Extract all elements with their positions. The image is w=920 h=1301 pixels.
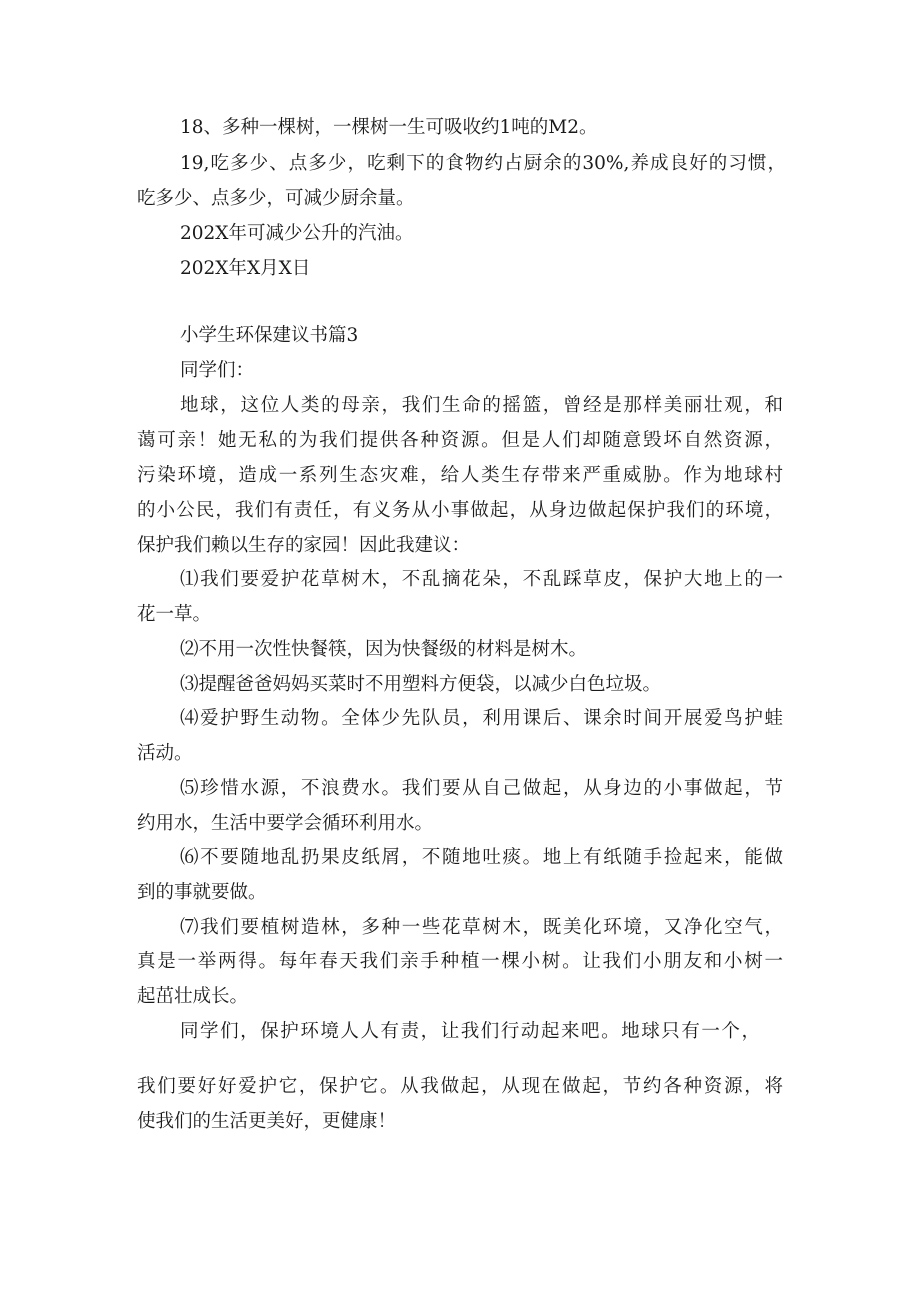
paragraph-line: 保护我们赖以生存的家园！因此我建议： — [137, 535, 471, 556]
list-item-5: ⑸珍惜水源，不浪费水。我们要从自己做起，从身边的小事做起，节 — [180, 778, 783, 799]
paragraph-line: 的小公民，我们有责任，有义务从小事做起，从身边做起保护我们的环境， — [137, 500, 783, 521]
list-item-6: ⑹不要随地乱扔果皮纸屑，不随地吐痰。地上有纸随手捡起来，能做 — [180, 847, 783, 868]
paragraph-line: 蔼可亲！她无私的为我们提供各种资源。但是人们却随意毁坏自然资源， — [137, 430, 783, 451]
salutation: 同学们： — [180, 360, 255, 381]
section-title: 小学生环保建议书篇3 — [180, 325, 359, 346]
paragraph-line: 花一草。 — [137, 604, 212, 625]
paragraph-line: 污染环境，造成一系列生态灾难，给人类生存带来严重威胁。作为地球村 — [137, 465, 783, 486]
list-item-2: ⑵不用一次性快餐筷，因为快餐级的材料是树木。 — [180, 639, 588, 660]
paragraph-line: 到的事就要做。 — [137, 882, 267, 903]
paragraph-line: 使我们的生活更美好，更健康！ — [137, 1111, 397, 1132]
date-line: 202X年X月X日 — [180, 258, 311, 279]
paragraph-line: 同学们，保护环境人人有责，让我们行动起来吧。地球只有一个， — [180, 1021, 760, 1042]
list-item-3: ⑶提醒爸爸妈妈买菜时不用塑料方便袋，以减少白色垃圾。 — [180, 674, 662, 695]
list-item-1: ⑴我们要爱护花草树木，不乱摘花朵，不乱踩草皮，保护大地上的一 — [180, 569, 783, 590]
paragraph-line: 真是一举两得。每年春天我们亲手种植一棵小树。让我们小朋友和小树一 — [137, 951, 783, 972]
paragraph-line: 约用水，生活中要学会循环利用水。 — [137, 813, 434, 834]
paragraph-line: 起茁壮成长。 — [137, 986, 249, 1007]
paragraph-line: 地球，这位人类的母亲，我们生命的摇篮，曾经是那样美丽壮观，和 — [180, 395, 783, 416]
paragraph-line: 吃多少、点多少，可减少厨余量。 — [137, 188, 415, 209]
paragraph-line: 19,吃多少、点多少，吃剩下的食物约占厨余的30%,养成良好的习惯， — [180, 153, 786, 174]
list-item-4: ⑷爱护野生动物。全体少先队员，利用课后、课余时间开展爱鸟护蛙 — [180, 708, 783, 729]
paragraph-line: 活动。 — [137, 743, 193, 764]
paragraph-line: 18、多种一棵树，一棵树一生可吸收约1吨的M2。 — [180, 117, 598, 138]
paragraph-line: 202X年可减少公升的汽油。 — [180, 223, 414, 244]
paragraph-line: 我们要好好爱护它，保护它。从我做起，从现在做起，节约各种资源，将 — [137, 1076, 783, 1097]
list-item-7: ⑺我们要植树造林，多种一些花草树木，既美化环境，又净化空气， — [180, 917, 783, 938]
